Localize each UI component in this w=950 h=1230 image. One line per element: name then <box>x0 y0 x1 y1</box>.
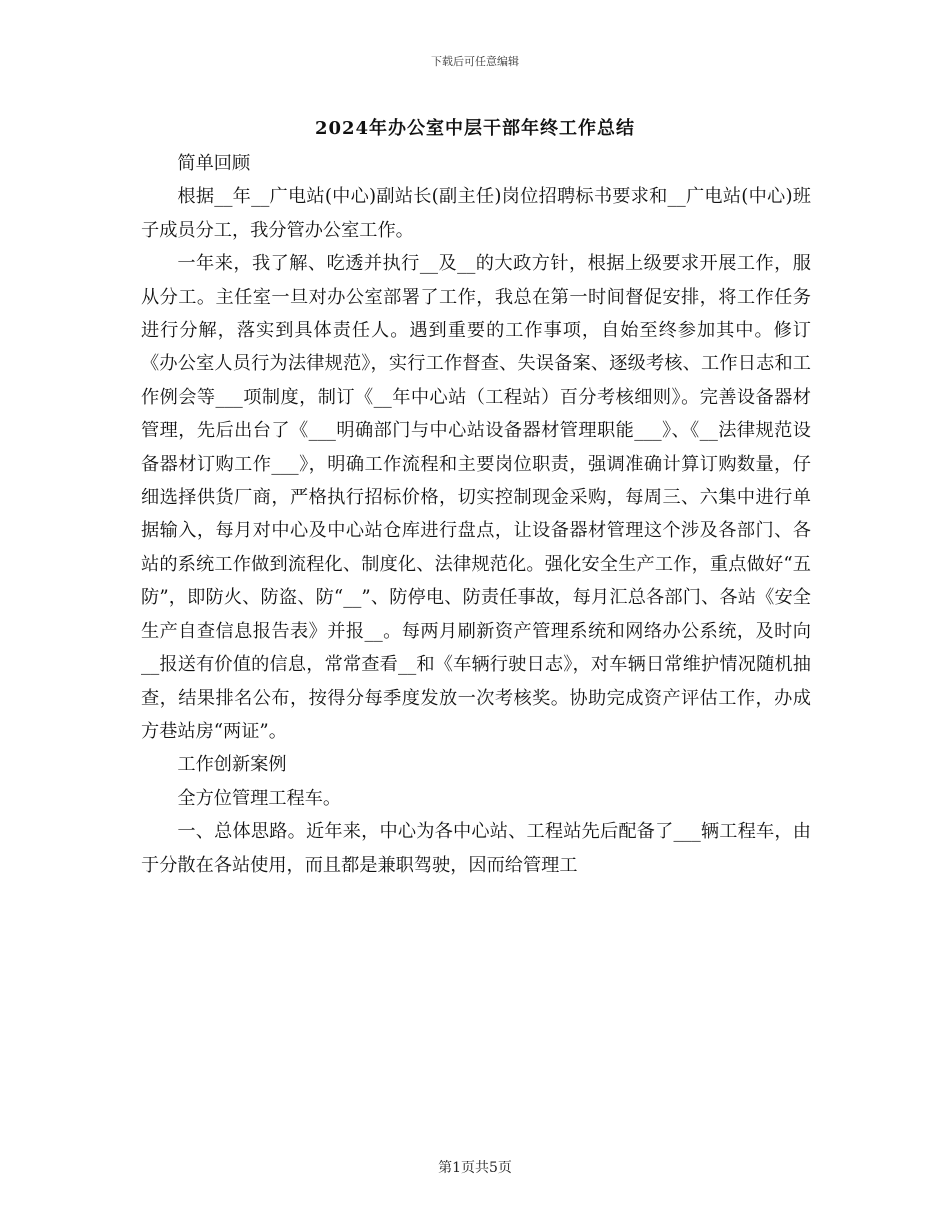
paragraph-overall-approach: 一、总体思路。近年来，中心为各中心站、工程站先后配备了___辆工程车，由于分散在各站使用，而且都是兼职驾驶，因而给管理工 <box>141 821 811 876</box>
page-header-note: 下载后可任意编辑 <box>431 55 519 68</box>
document-body <box>141 147 811 882</box>
document-title: 2024年办公室中层干部年终工作总结 <box>314 118 636 139</box>
paragraph-year-summary: 一年来，我了解、吃透并执行__及__的大政方针，根据上级要求开展工作，服从分工。主任室一旦对办公室部署了工作，我总在第一时间督促安排，将工作任务进行分解，落实到具体责任人。遇到重要的工作事项，自始至终参加其中。修订《办公室人员行为法律规范》，实行工作督查、失误备案、逐级考核、工作日志和工作例会等___项制度，制订《__年中心站（工程站）百分考核细则》。完善设备器材管理，先后出台了《___明确部门与中心站设备器材管理职能___》、《__法律规范设备器材订购工作___》，明确工作流程和主要岗位职责，强调准确计算订购数量，仔细选择供货厂商，严格执行招标价格，切实控制现金采购，每周三、六集中进行单据输入，每月对中心及中心站仓库进行盘点，让设备器材管理这个涉及各部门、各站的系统工作做到流程化、制度化、法律规范化。强化安全生产工作，重点做好“五防”，即防火、防盗、防“__”、防停电、防责任事故，每月汇总各部门、各站《安全生产自查信息报告表》并报__。每两月刷新资产管理系统和网络办公系统，及时向__报送有价值的信息，常常查看__和《车辆行驶日志》，对车辆日常维护情况随机抽查，结果排名公布，按得分每季度发放一次考核奖。协助完成资产评估工作，办成方巷站房“两证”。 <box>141 253 811 742</box>
paragraph-assignment: 根据__年__广电站(中心)副站长(副主任)岗位招聘标书要求和__广电站(中心)班子成员分工，我分管办公室工作。 <box>141 186 811 241</box>
section-heading-review: 简单回顾 <box>177 153 251 174</box>
page-number: 第1页共5页 <box>438 1160 512 1176</box>
paragraph-vehicle-management: 全方位管理工程车。 <box>177 787 342 809</box>
section-heading-innovation: 工作创新案例 <box>177 754 287 776</box>
